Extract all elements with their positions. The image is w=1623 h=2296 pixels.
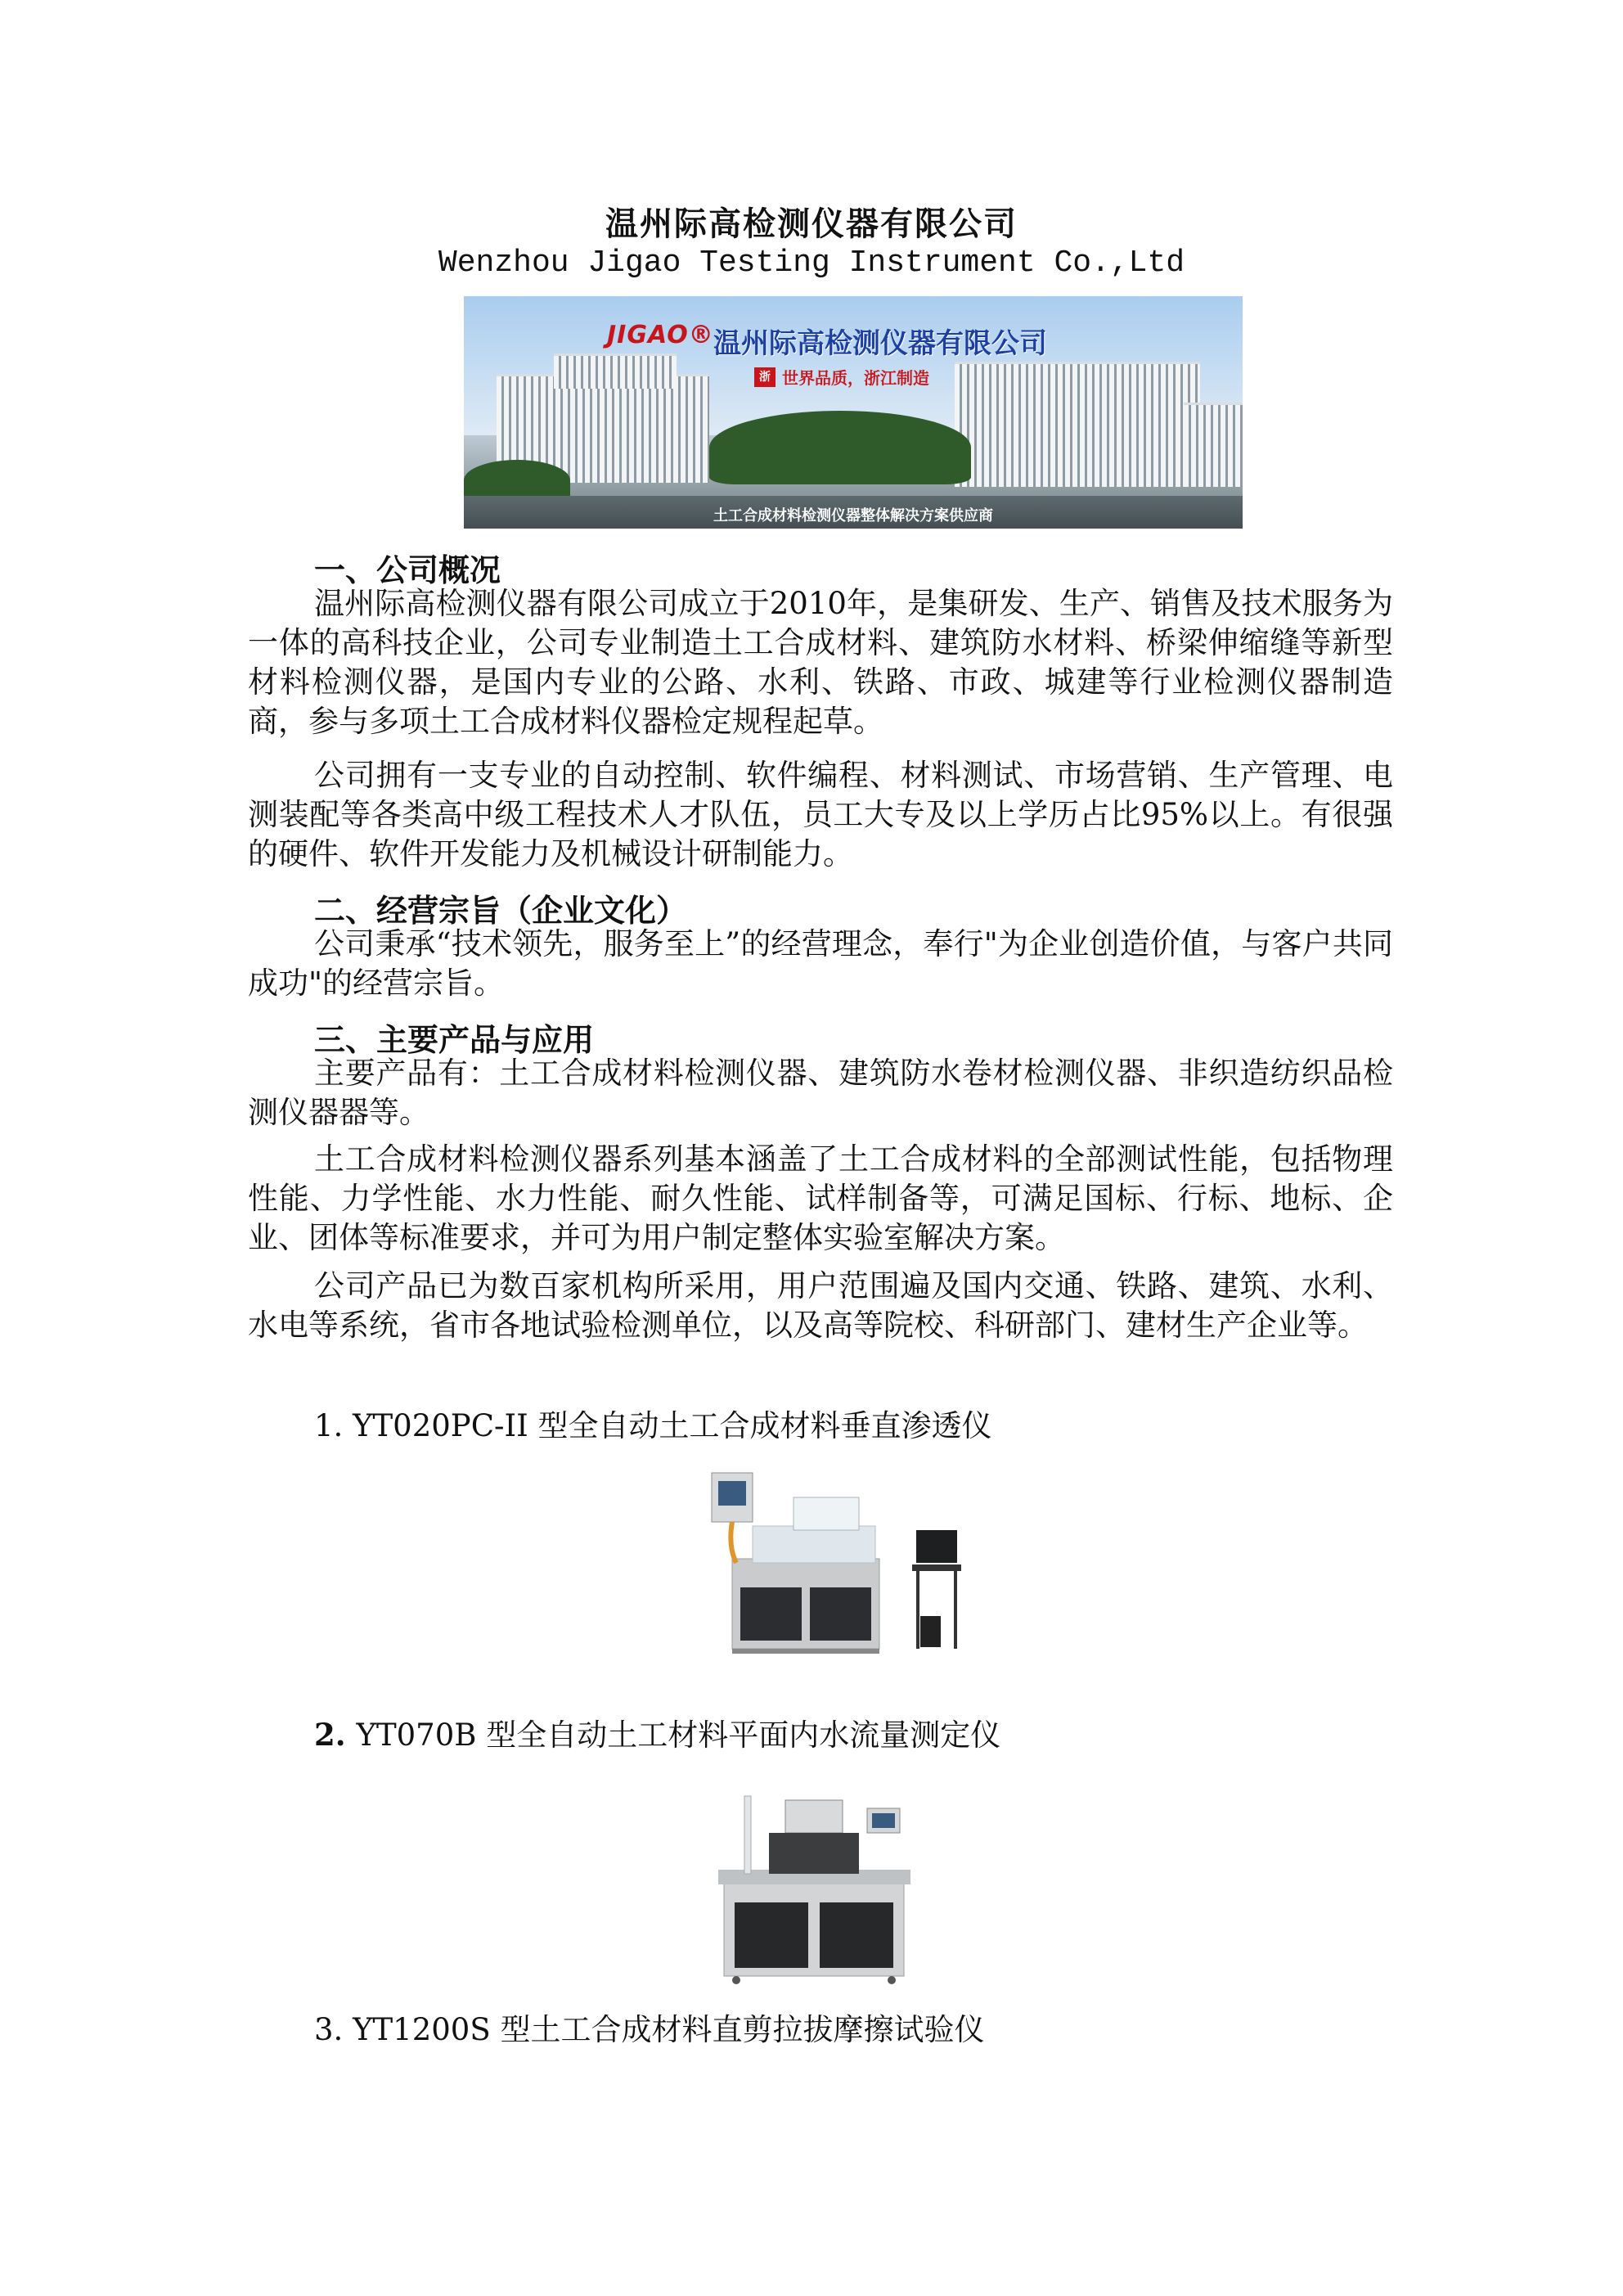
product-number: 3.: [314, 2012, 353, 2047]
company-title-en: Wenzhou Jigao Testing Instrument Co.,Ltd: [438, 245, 1185, 281]
product-name: YT070B 型全自动土工材料平面内水流量测定仪: [356, 1717, 1001, 1753]
paragraph-culture: 公司秉承“技术领先，服务至上”的经营理念，奉行"为企业创造价值，与客户共同成功"的经营宗旨。: [248, 926, 1393, 1001]
product-name: YT020PC-II 型全自动土工合成材料垂直渗透仪: [353, 1408, 992, 1443]
product-label-3: [314, 2005, 984, 2049]
paragraph-overview-2: 公司拥有一支专业的自动控制、软件编程、材料测试、市场营销、生产管理、电测装配等各类高中级工程技术人才队伍，员工大专及以上学历占比95%以上。有很强的硬件、软件开发能力及机械设计研制能力。: [248, 758, 1393, 871]
section-heading-culture: 二、经营宗旨（企业文化）: [314, 893, 688, 929]
paragraph-overview-1: 温州际高检测仪器有限公司成立于2010年，是集研发、生产、销售及技术服务为一体的高科技企业，公司专业制造土工合成材料、建筑防水材料、桥梁伸缩缝等新型材料检测仪器，是国内专业的公路、水利、铁路、市政、城建等行业检测仪器制造商，参与多项土工合成材料仪器检定规程起草。: [248, 586, 1393, 739]
section-heading-overview: 一、公司概况: [314, 552, 501, 588]
product-image-flow-meter: [712, 1792, 924, 1988]
product-name: YT1200S 型土工合成材料直剪拉拔摩擦试验仪: [353, 2012, 985, 2047]
product-label-2: [314, 1710, 1000, 1754]
zhejiang-made-icon: 浙: [754, 367, 776, 387]
banner-trees: [709, 411, 971, 484]
section-heading-products: 三、主要产品与应用: [314, 1022, 595, 1058]
company-title-cn: 温州际高检测仪器有限公司: [605, 205, 1018, 243]
product-image-permeameter: [695, 1465, 973, 1661]
paragraph-products-1: 主要产品有：土工合成材料检测仪器、建筑防水卷材检测仪器、非织造纺织品检测仪器器等。: [248, 1056, 1393, 1130]
company-banner-image: [464, 296, 1243, 529]
paragraph-products-3: 公司产品已为数百家机构所采用，用户范围遍及国内交通、铁路、建筑、水利、水电等系统，省市各地试验检测单位，以及高等院校、科研部门、建材生产企业等。: [248, 1268, 1393, 1343]
product-number: 1.: [314, 1408, 353, 1443]
banner-footer-caption: 土工合成材料检测仪器整体解决方案供应商: [713, 507, 993, 524]
banner-slogan: 世界品质，浙江制造: [782, 368, 929, 388]
banner-trees-2: [464, 460, 570, 501]
banner-building-far-right: [1184, 403, 1243, 487]
banner-building-right: [955, 362, 1200, 487]
paragraph-products-2: 土工合成材料检测仪器系列基本涵盖了土工合成材料的全部测试性能，包括物理性能、力学性能、水力性能、耐久性能、试样制备等，可满足国标、行标、地标、企业、团体等标准要求，并可为用户制定整体实验室解决方案。: [248, 1141, 1393, 1255]
banner-slogan-row: [754, 365, 929, 389]
banner-company-name: 温州际高检测仪器有限公司: [713, 327, 1047, 360]
product-label-1: [314, 1401, 992, 1445]
banner-building-left-2: [554, 353, 677, 389]
jigao-logo: JIGAO®: [607, 321, 714, 349]
product-number: 2.: [314, 1717, 357, 1753]
